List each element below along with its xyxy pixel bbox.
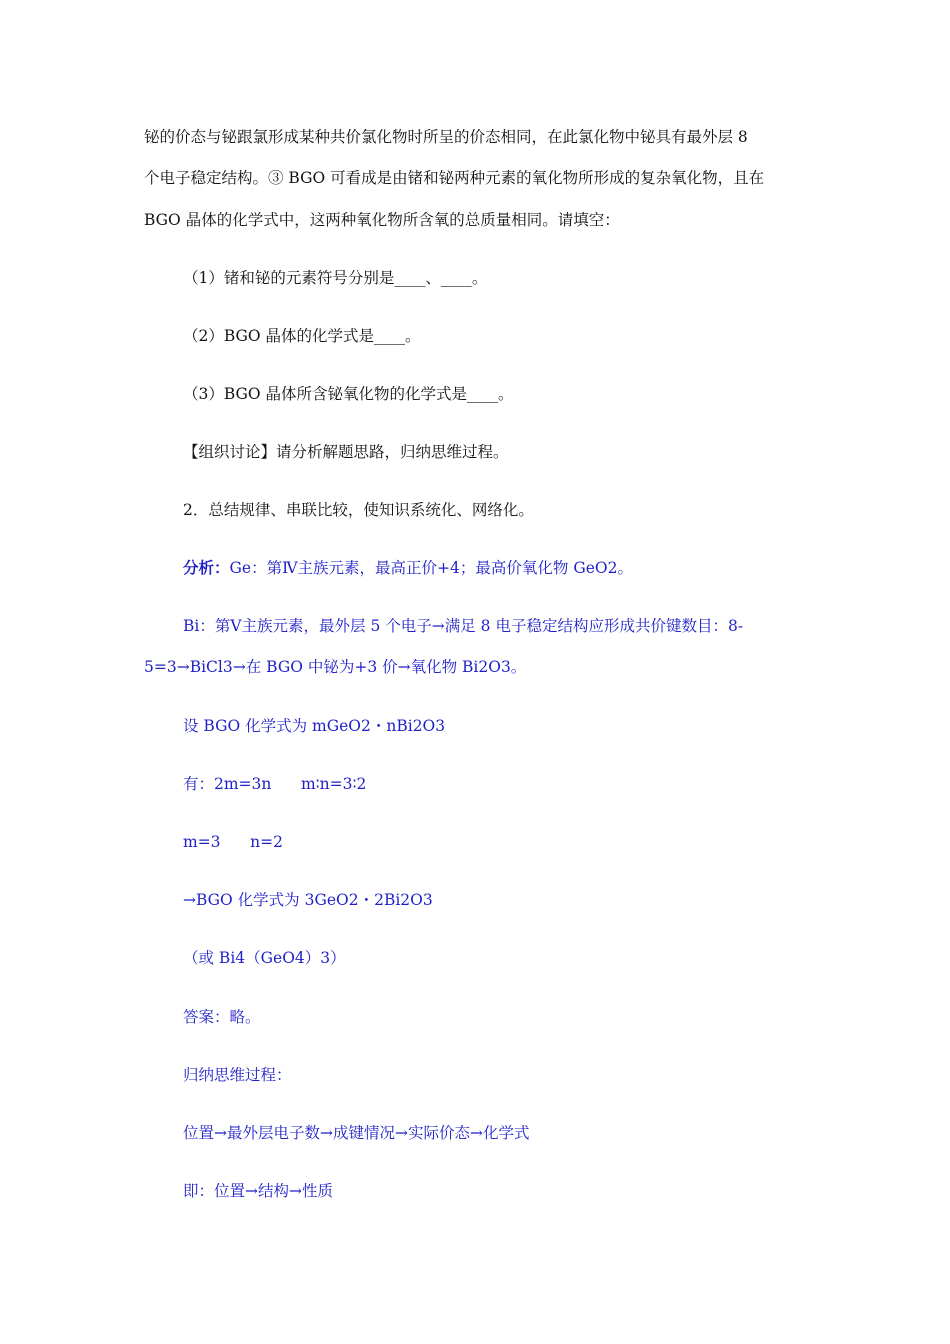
process-chain: 位置→最外层电子数→成键情况→实际价态→化学式 (183, 1124, 530, 1142)
analysis-label: 分析： (183, 558, 230, 577)
paragraph-line: 铋的价态与铋跟氯形成某种共价氯化物时所呈的价态相同，在此氯化物中铋具有最外层 8 (144, 128, 748, 146)
answer-line: 答案：略。 (183, 1008, 261, 1026)
question-1: （1）锗和铋的元素符号分别是____、____。 (183, 269, 488, 287)
equation-2: m=3 n=2 (183, 833, 283, 851)
discussion-label: 【组织讨论】 (183, 443, 277, 461)
formula-result: →BGO 化学式为 3GeO2・2Bi2O3 (183, 891, 433, 909)
process-title: 归纳思维过程： (183, 1066, 292, 1084)
analysis-ge-text: Ge：第Ⅳ主族元素，最高正价+4；最高价氧化物 GeO2。 (229, 559, 633, 577)
formula-set: 设 BGO 化学式为 mGeO2・nBi2O3 (183, 717, 446, 735)
analysis-bi-line2: 5=3→BiCl3→在 BGO 中铋为+3 价→氧化物 Bi2O3。 (144, 658, 527, 676)
paragraph-line: BGO 晶体的化学式中，这两种氧化物所含氧的总质量相同。请填空： (144, 211, 620, 229)
question-3: （3）BGO 晶体所含铋氧化物的化学式是____。 (183, 385, 514, 403)
summary-heading: 2．总结规律、串联比较，使知识系统化、网络化。 (183, 501, 534, 519)
process-short: 即：位置→结构→性质 (183, 1182, 333, 1200)
discussion-text: 请分析解题思路，归纳思维过程。 (276, 443, 509, 461)
paragraph-line: 个电子稳定结构。③ BGO 可看成是由锗和铋两种元素的氧化物所形成的复杂氧化物，且在 (144, 169, 765, 187)
formula-alternative: （或 Bi4（GeO4）3） (183, 949, 346, 967)
analysis-ge (183, 558, 633, 578)
discussion-line (183, 442, 509, 462)
analysis-bi-line1: Bi：第Ⅴ主族元素，最外层 5 个电子→满足 8 电子稳定结构应形成共价键数目：8- (183, 617, 744, 635)
question-2: （2）BGO 晶体的化学式是____。 (183, 327, 421, 345)
equation-1: 有：2m=3n m∶n=3∶2 (183, 775, 367, 793)
